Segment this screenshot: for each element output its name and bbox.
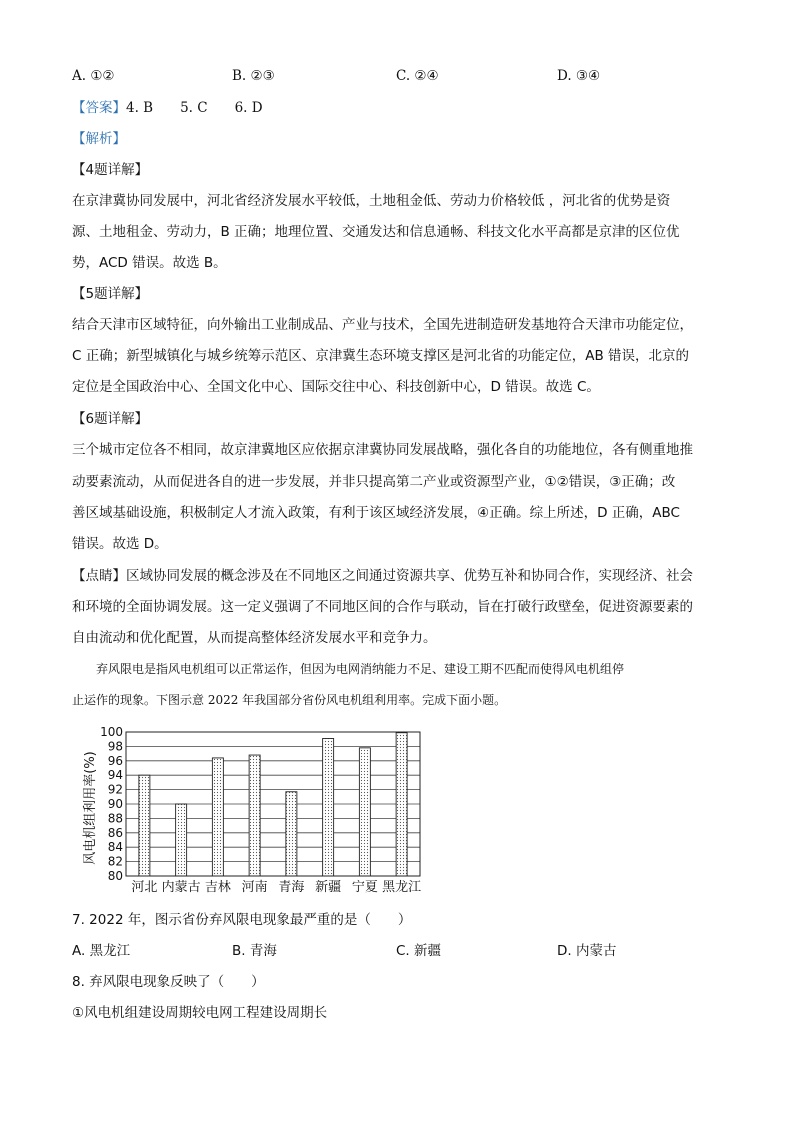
x-tick-label: 新疆 xyxy=(315,880,342,895)
y-tick-label: 94 xyxy=(107,768,123,783)
q7-option-d: D. 内蒙古 xyxy=(557,943,617,959)
q4-line-2: 源、土地租金、劳动力，B 正确；地理位置、交通发达和信息通畅、科技文化水平高都是京津的区位优 xyxy=(72,224,680,240)
bar-6 xyxy=(323,738,334,876)
q6-line-2: 动要素流动，从而促进各自的进一步发展，并非只提高第二产业或资源型产业，①②错误，③正确；改 xyxy=(72,474,676,490)
y-tick-label: 82 xyxy=(107,854,123,869)
y-tick-label: 90 xyxy=(107,797,123,811)
bar-3 xyxy=(212,758,223,876)
intro-line-2: 止运作的现象。下图示意 2022 年我国部分省份风电机组利用率。完成下面小题。 xyxy=(72,693,507,707)
y-tick-label: 96 xyxy=(107,753,123,768)
intro-line-1: 弃风限电是指风电机组可以正常运作，但因为电网消纳能力不足、建设工期不匹配而使得风电机组停 xyxy=(72,662,625,676)
q5-heading: 【5题详解】 xyxy=(72,286,149,302)
bar-4 xyxy=(249,755,260,876)
q5-line-1: 结合天津市区域特征，向外输出工业制成品、产业与技术，全国先进制造研发基地符合天津市功能定位， xyxy=(72,317,693,333)
q8-item-1: ①风电机组建设周期较电网工程建设周期长 xyxy=(72,1005,328,1021)
y-tick-label: 84 xyxy=(107,840,123,855)
highlight-line-3: 自由流动和优化配置，从而提高整体经济发展水平和竞争力。 xyxy=(72,630,437,646)
answer-text: 4. B 5. C 6. D xyxy=(126,100,263,116)
x-tick-label: 吉林 xyxy=(204,880,231,895)
option-b: B. ②③ xyxy=(232,68,275,84)
q4-line-3: 势，ACD 错误。故选 B。 xyxy=(72,255,227,271)
answer-line xyxy=(72,98,263,118)
bar-1 xyxy=(139,775,150,876)
x-tick-label: 内蒙古 xyxy=(161,880,201,895)
q6-line-3: 善区域基础设施，积极制定人才流入政策，有利于该区域经济发展，④正确。综上所述，D 正确，ABC xyxy=(72,505,680,521)
highlight-text-1: 区域协同发展的概念涉及在不同地区之间通过资源共享、优势互补和协同合作，实现经济、社会 xyxy=(126,568,693,584)
y-tick-label: 86 xyxy=(107,825,123,840)
bar-7 xyxy=(359,748,370,876)
q5-line-3: 定位是全国政治中心、全国文化中心、国际交往中心、科技创新中心，D 错误。故选 C。 xyxy=(72,379,600,395)
y-tick-label: 98 xyxy=(107,739,123,754)
highlight-line-2: 和环境的全面协调发展。这一定义强调了不同地区间的合作与联动，旨在打破行政壁垒，促进资源要素的 xyxy=(72,599,693,615)
grid-lines xyxy=(126,732,420,876)
y-tick-label: 80 xyxy=(107,869,123,883)
option-c: C. ②④ xyxy=(396,68,439,84)
highlight-tag: 【点睛】 xyxy=(72,568,126,584)
wind-utilization-chart xyxy=(78,722,448,904)
option-a: A. ①② xyxy=(72,68,115,84)
x-tick-labels xyxy=(131,879,421,895)
q4-line-1: 在京津冀协同发展中，河北省经济发展水平较低，土地租金低、劳动力价格较低 ，河北省的优势是资 xyxy=(72,193,671,209)
x-tick-label: 黑龙江 xyxy=(382,880,422,895)
q7-option-c: C. 新疆 xyxy=(396,943,442,959)
q6-line-1: 三个城市定位各不相同，故京津冀地区应依据京津冀协同发展战略，强化各自的功能地位，各有侧重地推 xyxy=(72,442,693,458)
answer-tag: 【答案】 xyxy=(72,100,126,116)
y-axis-label: 风电机组利用率(%) xyxy=(83,751,98,865)
y-tick-label: 88 xyxy=(107,811,123,826)
y-tick-labels xyxy=(100,725,123,883)
y-tick-label: 92 xyxy=(107,782,123,797)
option-d: D. ③④ xyxy=(557,68,601,84)
x-tick-label: 河北 xyxy=(131,880,158,895)
y-tick-label: 100 xyxy=(100,725,123,739)
q7-option-a: A. 黑龙江 xyxy=(72,943,131,959)
bar-5 xyxy=(286,792,297,876)
highlight-line-1 xyxy=(72,566,693,586)
q6-heading: 【6题详解】 xyxy=(72,411,149,427)
x-tick-label: 青海 xyxy=(278,880,305,895)
analysis-tag: 【解析】 xyxy=(72,131,126,147)
x-tick-label: 河南 xyxy=(241,880,268,895)
q7-stem: 7. 2022 年，图示省份弃风限电现象最严重的是（ ） xyxy=(72,912,412,928)
q6-line-4: 错误。故选 D。 xyxy=(72,536,168,552)
q7-option-b: B. 青海 xyxy=(232,943,277,959)
q8-stem: 8. 弃风限电现象反映了（ ） xyxy=(72,974,265,990)
x-tick-label: 宁夏 xyxy=(351,880,378,895)
q5-line-2: C 正确；新型城镇化与城乡统筹示范区、京津冀生态环境支撑区是河北省的功能定位，AB 错误，北京的 xyxy=(72,348,690,364)
bar-2 xyxy=(176,804,187,876)
bar-8 xyxy=(396,733,407,876)
q4-heading: 【4题详解】 xyxy=(72,162,149,178)
